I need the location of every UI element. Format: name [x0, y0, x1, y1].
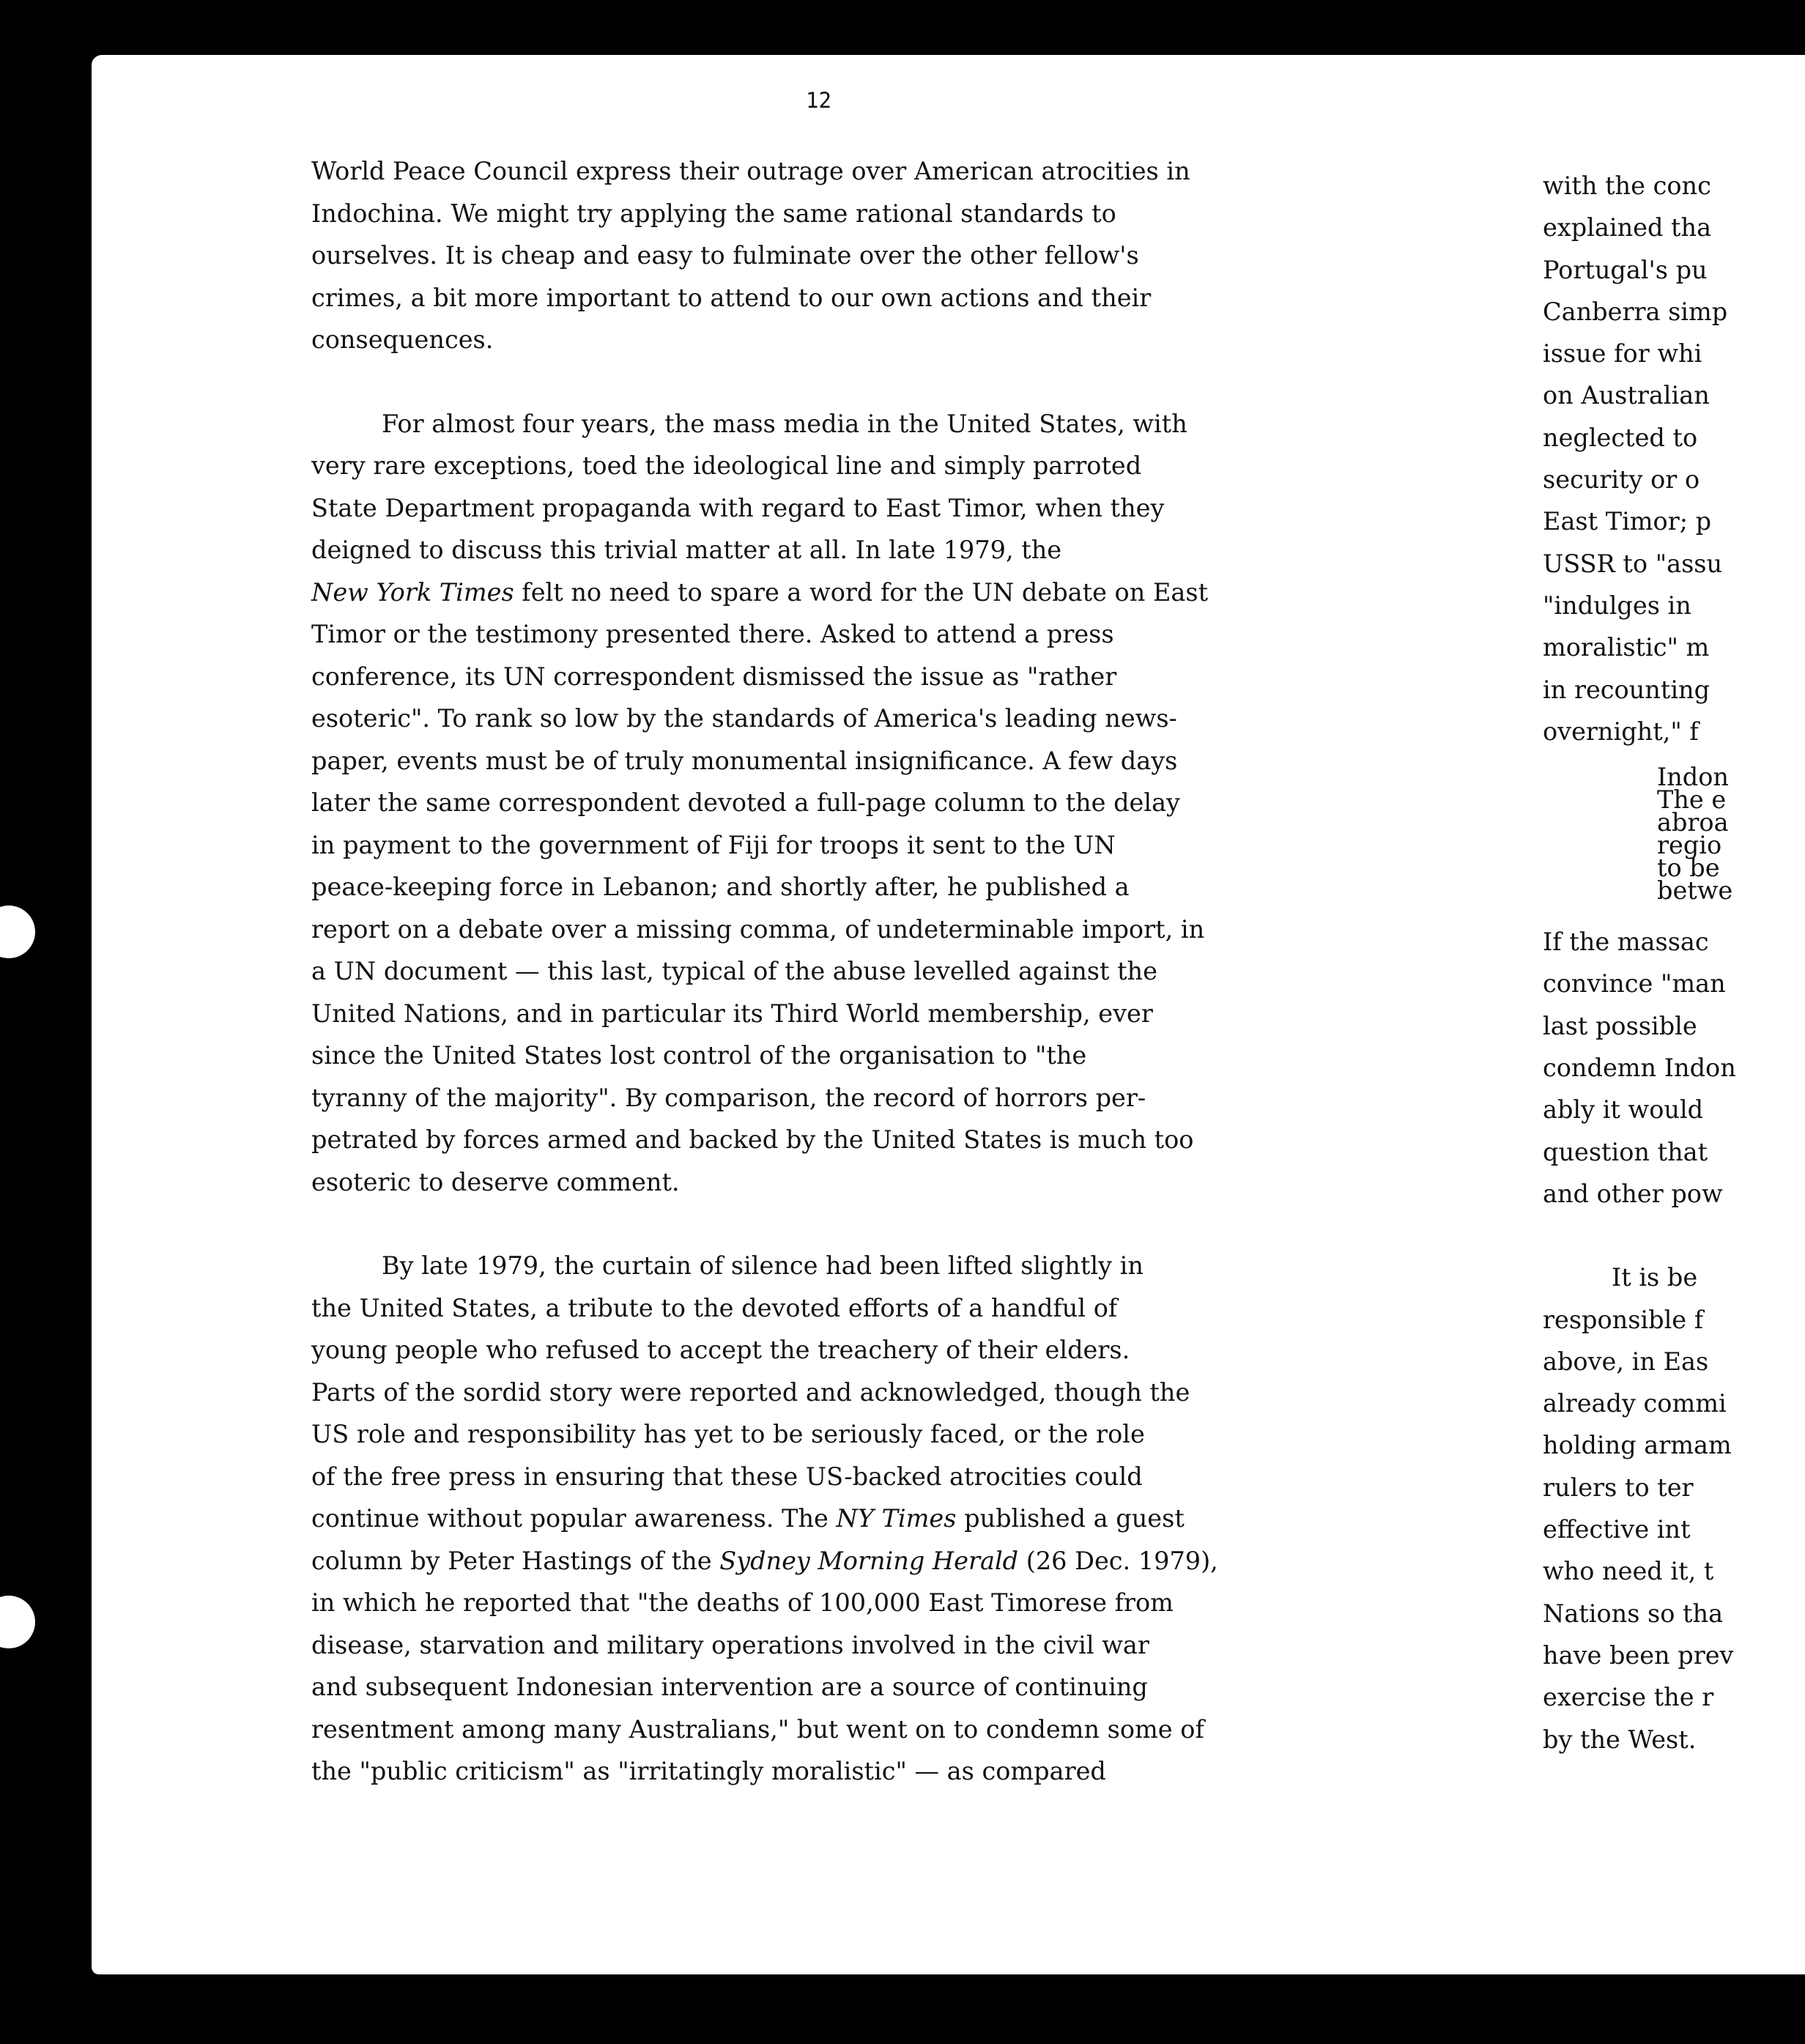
text-line [311, 656, 1315, 698]
text-line: explained tha [1543, 213, 1712, 242]
text-run: United Nations, and in particular its Third World membership, ever [311, 999, 1153, 1028]
text-line [311, 234, 1315, 277]
text-run: US role and responsibility has yet to be seriously faced, or the role [311, 1420, 1145, 1448]
text-line: by the West. [1543, 1725, 1697, 1754]
text-line [311, 993, 1315, 1035]
text-line: regio [1657, 831, 1722, 860]
right-column-text [1543, 165, 1805, 1760]
text-line [311, 1708, 1315, 1751]
paragraph-gap [1543, 1215, 1805, 1256]
text-run: felt no need to spare a word for the UN debate on East [514, 577, 1209, 607]
text-line [311, 1666, 1315, 1708]
text-run: resentment among many Australians," but went on to condemn some of [311, 1714, 1204, 1744]
text-line: overnight," f [1543, 716, 1699, 746]
text-line: neglected to [1543, 423, 1698, 452]
text-line [311, 403, 1315, 445]
italic-title: New York Times [311, 577, 514, 607]
text-line [311, 1750, 1315, 1793]
text-run: State Department propaganda with regard to East Timor, when they [311, 493, 1165, 522]
text-line: Nations so tha [1543, 1599, 1724, 1628]
text-line [311, 824, 1315, 867]
text-line: effective int [1543, 1515, 1691, 1544]
text-run: For almost four years, the mass media in the United States, with [382, 409, 1187, 438]
text-line [311, 1456, 1315, 1498]
text-run: tyranny of the majority". By comparison, the record of horrors per- [311, 1083, 1146, 1112]
text-line: USSR to "assu [1543, 549, 1723, 578]
text-run: the United States, a tribute to the devoted efforts of a handful of [311, 1293, 1118, 1322]
left-column-text [311, 150, 1315, 1793]
text-line [311, 1245, 1315, 1287]
page-number: 12 [806, 88, 831, 113]
text-line [311, 445, 1315, 487]
text-run: since the United States lost control of the organisation to "the [311, 1041, 1087, 1070]
text-line: betwe [1657, 876, 1733, 906]
text-line [311, 866, 1315, 908]
text-line: responsible f [1543, 1305, 1704, 1334]
paragraph [311, 403, 1315, 1204]
text-line: Canberra simp [1543, 297, 1728, 326]
text-line: have been prev [1543, 1640, 1734, 1670]
text-run: report on a debate over a missing comma, of undeterminable import, in [311, 914, 1205, 944]
binder-hole [0, 1596, 35, 1648]
text-line [311, 1119, 1315, 1161]
text-run: later the same correspondent devoted a full-page column to the delay [311, 788, 1180, 817]
text-run: peace-keeping force in Lebanon; and shortly after, he published a [311, 873, 1130, 901]
right-block-quote [1657, 763, 1805, 906]
text-run: petrated by forces armed and backed by the United States is much too [311, 1125, 1194, 1154]
text-line [311, 277, 1315, 319]
text-line: If the massac [1543, 927, 1709, 957]
text-line [311, 740, 1315, 782]
text-line [311, 613, 1315, 656]
text-line: issue for whi [1543, 339, 1702, 369]
text-line [311, 1329, 1315, 1371]
text-line [311, 150, 1315, 193]
binder-hole [0, 906, 35, 958]
text-run: deigned to discuss this trivial matter at all. In late 1979, the [311, 536, 1062, 564]
text-line: above, in Eas [1543, 1347, 1709, 1376]
right-paragraph-2 [1543, 921, 1805, 1215]
text-line: condemn Indon [1543, 1054, 1736, 1083]
right-paragraph-3 [1543, 1256, 1805, 1760]
text-run: young people who refused to accept the treachery of their elders. [311, 1336, 1130, 1364]
text-line: already commi [1543, 1389, 1727, 1418]
text-run: the "public criticism" as "irritatingly moralistic" — as compared [311, 1757, 1106, 1785]
text-line: and other pow [1543, 1179, 1723, 1208]
text-run: a UN document — this last, typical of the abuse levelled against the [311, 957, 1157, 985]
text-run: paper, events must be of truly monumental insignificance. A few days [311, 746, 1178, 775]
text-line [311, 487, 1315, 530]
text-run: World Peace Council express their outrage over American atrocities in [311, 157, 1190, 185]
text-line: who need it, t [1543, 1557, 1714, 1586]
text-line: on Australian [1543, 381, 1710, 410]
text-line: East Timor; p [1543, 507, 1712, 536]
text-line: in recounting [1543, 675, 1711, 704]
text-run: continue without popular awareness. The [311, 1504, 837, 1533]
text-line [311, 950, 1315, 993]
text-line: ably it would [1543, 1095, 1704, 1125]
text-run: ourselves. It is cheap and easy to fulminate over the other fellow's [311, 241, 1139, 270]
text-line [311, 782, 1315, 824]
right-paragraph-1 [1543, 165, 1805, 752]
paragraph-gap [311, 1203, 1315, 1245]
text-line: moralistic" m [1543, 633, 1710, 662]
text-line [311, 1624, 1315, 1667]
text-line [311, 571, 1315, 614]
text-line [311, 1497, 1315, 1540]
text-line [311, 1034, 1315, 1077]
paragraph-gap [311, 361, 1315, 403]
text-line: Indon [1657, 763, 1729, 792]
text-run: column by Peter Hastings of the [311, 1546, 720, 1575]
text-line: The e [1657, 785, 1727, 815]
text-line [311, 193, 1315, 235]
text-line [311, 1582, 1315, 1624]
text-line [311, 908, 1315, 951]
text-run: disease, starvation and military operations involved in the civil war [311, 1630, 1149, 1659]
text-line: last possible [1543, 1011, 1697, 1040]
text-line: rulers to ter [1543, 1473, 1694, 1502]
text-run: in payment to the government of Fiji for troops it sent to the UN [311, 830, 1116, 859]
text-line [311, 1161, 1315, 1204]
text-run: in which he reported that "the deaths of 100,000 East Timorese from [311, 1588, 1174, 1617]
text-line [311, 1287, 1315, 1330]
text-run: consequences. [311, 325, 494, 354]
text-run: Indochina. We might try applying the same rational standards to [311, 199, 1116, 228]
text-line [311, 697, 1315, 740]
text-run: crimes, a bit more important to attend to our own actions and their [311, 283, 1152, 312]
text-run: (26 Dec. 1979), [1018, 1546, 1218, 1575]
italic-title: NY Times [836, 1504, 957, 1533]
text-run: conference, its UN correspondent dismissed the issue as "rather [311, 662, 1117, 691]
text-line: with the conc [1543, 171, 1711, 200]
text-line [311, 1540, 1315, 1582]
text-run: and subsequent Indonesian intervention are a source of continuing [311, 1673, 1148, 1701]
text-line [311, 529, 1315, 571]
text-line: to be [1657, 853, 1720, 883]
text-run: Timor or the testimony presented there. Asked to attend a press [311, 620, 1114, 648]
text-line [311, 1413, 1315, 1456]
text-line [311, 1371, 1315, 1414]
paragraph [311, 1245, 1315, 1793]
text-line: convince "man [1543, 969, 1726, 999]
text-line: abroa [1657, 808, 1729, 837]
text-line: holding armam [1543, 1431, 1732, 1460]
text-run: esoteric". To rank so low by the standards of America's leading news- [311, 704, 1177, 733]
italic-title: Sydney Morning Herald [719, 1546, 1019, 1575]
text-line: exercise the r [1543, 1683, 1714, 1712]
text-run: published a guest [956, 1504, 1185, 1533]
paragraph [311, 150, 1315, 361]
text-line: "indulges in [1543, 590, 1691, 620]
text-line [311, 1077, 1315, 1119]
text-run: esoteric to deserve comment. [311, 1167, 680, 1196]
text-line: question that [1543, 1137, 1708, 1166]
text-run: very rare exceptions, toed the ideological line and simply parroted [311, 451, 1142, 480]
text-run: of the free press in ensuring that these US-backed atrocities could [311, 1462, 1143, 1491]
text-line: It is be [1612, 1263, 1698, 1292]
text-line: Portugal's pu [1543, 255, 1708, 284]
text-run: By late 1979, the curtain of silence had been lifted slightly in [382, 1251, 1144, 1280]
text-run: Parts of the sordid story were reported and acknowledged, though the [311, 1377, 1190, 1407]
text-line: security or o [1543, 465, 1700, 495]
text-line [311, 319, 1315, 361]
